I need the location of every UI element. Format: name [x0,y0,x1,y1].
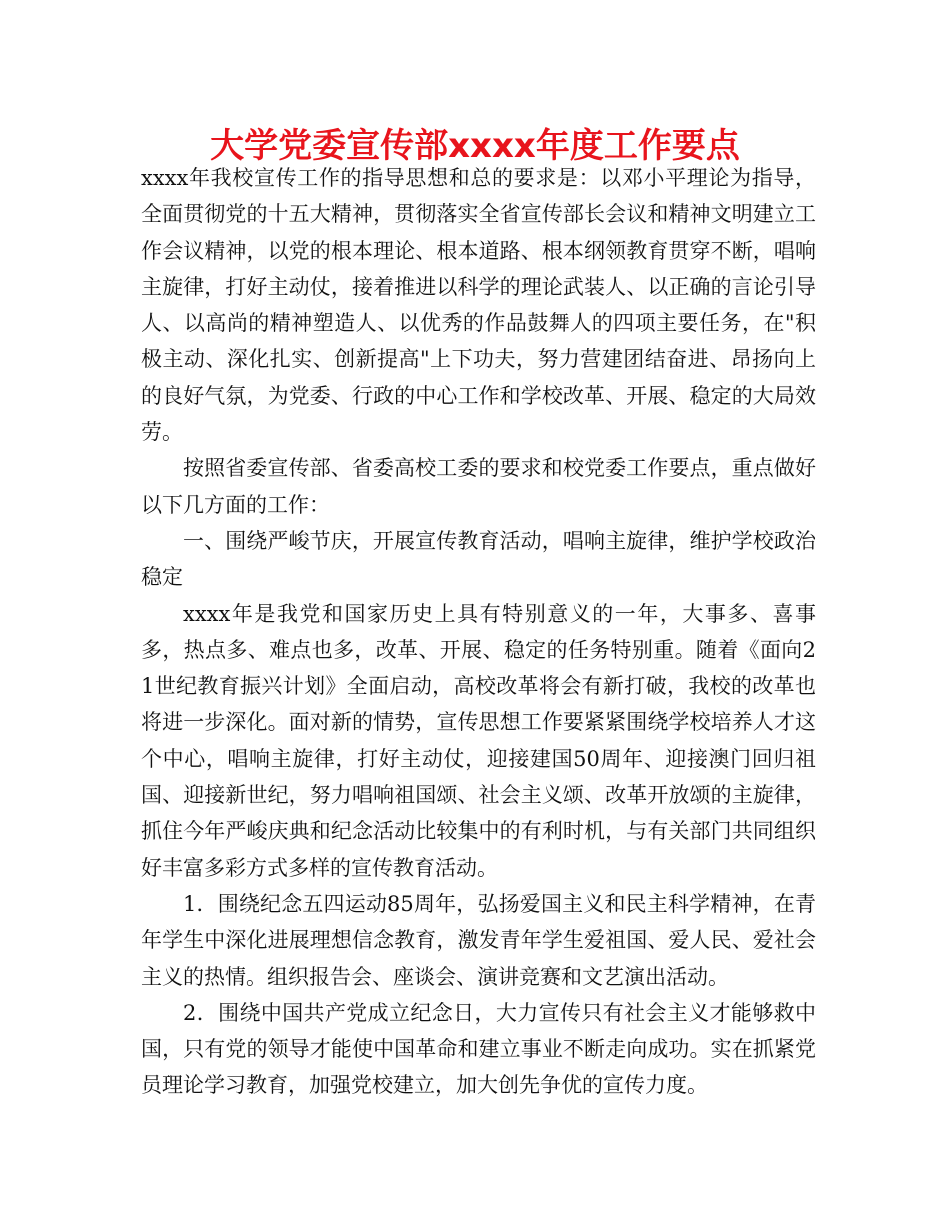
paragraph-year-significance: xxxx年是我党和国家历史上具有特别意义的一年，大事多、喜事多，热点多、难点也多，改革、开展、稳定的任务特别重。随着《面向21世纪教育振兴计划》全面启动，高校改革将会有新打破，我校的改革也将进一步深化。面对新的情势，宣传思想工作要紧紧围绕学校培养人才这个中心，唱响主旋律，打好主动仗，迎接建国50周年、迎接澳门回归祖国、迎接新世纪，努力唱响祖国颂、社会主义颂、改革开放颂的主旋律，抓住今年严峻庆典和纪念活动比较集中的有利时机，与有关部门共同组织好丰富多彩方式多样的宣传教育活动。 [141,601,816,880]
section-heading-one: 一、围绕严峻节庆，开展宣传教育活动，唱响主旋律，维护学校政治稳定 [141,528,816,590]
document-body [141,160,816,1104]
document-title: 大学党委宣传部xxxx年度工作要点 [210,126,740,166]
list-item-one: 1．围绕纪念五四运动85周年，弘扬爱国主义和民主科学精神，在青年学生中深化进展理想信念教育，激发青年学生爱祖国、爱人民、爱社会主义的热情。组织报告会、座谈会、演讲竞赛和文艺演出活动。 [141,891,816,989]
paragraph-guiding-ideology: xxxx年我校宣传工作的指导思想和总的要求是：以邓小平理论为指导，全面贯彻党的十五大精神，贯彻落实全省宣传部长会议和精神文明建立工作会议精神，以党的根本理论、根本道路、根本纲领教育贯穿不断，唱响主旋律，打好主动仗，接着推进以科学的理论武装人、以正确的言论引导人、以高尚的精神塑造人、以优秀的作品鼓舞人的四项主要任务，在"积极主动、深化扎实、创新提高"上下功夫，努力营建团结奋进、昂扬向上的良好气氛，为党委、行政的中心工作和学校改革、开展、稳定的大局效劳。 [141,166,816,445]
list-item-two: 2．围绕中国共产党成立纪念日，大力宣传只有社会主义才能够救中国，只有党的领导才能使中国革命和建立事业不断走向成功。实在抓紧党员理论学习教育，加强党校建立，加大创先争优的宣传力度。 [141,1000,816,1098]
paragraph-work-intro: 按照省委宣传部、省委高校工委的要求和校党委工作要点，重点做好以下几方面的工作： [141,456,816,517]
